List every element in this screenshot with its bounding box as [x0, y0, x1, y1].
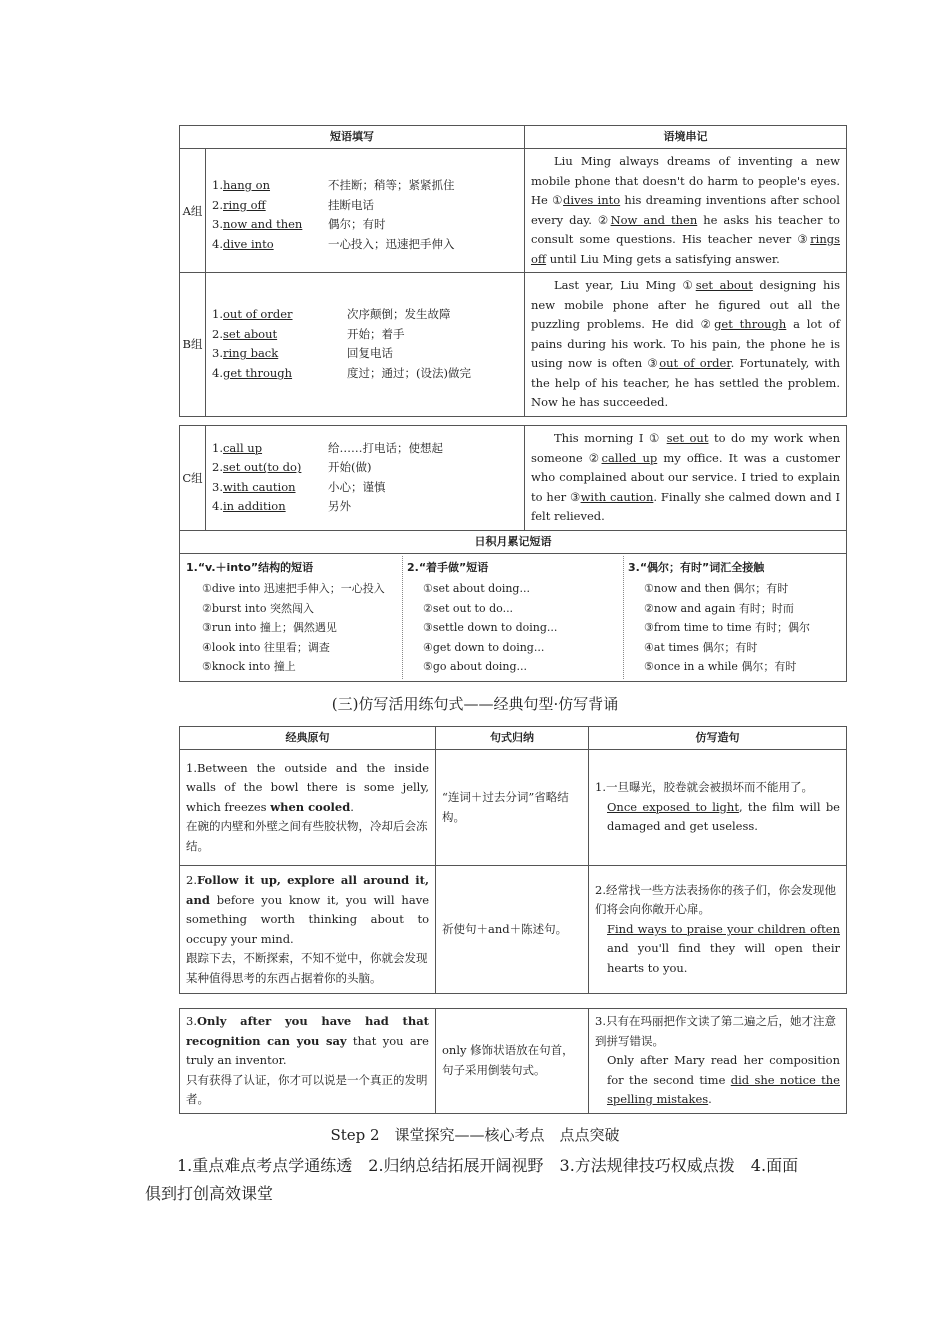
text-run: did she notice the spelling mistakes	[607, 1072, 840, 1106]
phrase-zh: 一心投入；迅速把手伸入	[328, 236, 455, 251]
phrase-en: 1.hang on	[212, 178, 271, 192]
a-phrase-1	[212, 176, 518, 196]
text-run: 2.	[186, 873, 197, 887]
c-phrase-1	[212, 439, 518, 459]
text-run: Find ways to praise your children often	[607, 921, 840, 936]
orig-sentence-3-zh: 只有获得了认证，你才可以说是一个真正的发明者。	[186, 1072, 428, 1106]
imitation-1	[589, 750, 847, 866]
daily-col-2	[402, 556, 623, 679]
orig-sentence-2-zh: 跟踪下去，不断探索，不知不觉中，你就会发现某种值得思考的东西占据着你的头脑。	[186, 951, 428, 985]
b-phrase-3	[212, 344, 518, 364]
b-phrase-4	[212, 364, 518, 384]
story-c	[525, 426, 847, 531]
phrase-zh: 不挂断；稍等；紧紧抓住	[328, 178, 455, 192]
sentence-table	[179, 726, 847, 994]
daily-item: ③run into 撞上；偶然遇见	[202, 621, 337, 634]
daily-col-title: 2.“着手做”短语	[407, 560, 489, 574]
daily-item: ④get down to doing...	[423, 640, 545, 654]
text-run: set about	[695, 278, 753, 292]
text-run: . Fortunately, with the help of his teacher, he has settled the problem. Now he has succeeded.	[531, 356, 841, 409]
group-label-b: B组	[180, 273, 206, 417]
phrase-table-ab	[179, 125, 847, 417]
text-run: and you'll find they will open their hearts to you.	[607, 941, 840, 975]
phrase-zh: 另外	[328, 499, 351, 514]
header-phrase-fill: 短语填写	[180, 126, 525, 149]
daily-item: ①now and then 偶尔；有时	[644, 582, 789, 595]
text-run: his dreaming inventions after school every day. ②	[531, 193, 840, 227]
phrase-en: 2.ring off	[212, 197, 266, 212]
phrase-en: 1.out of order	[212, 307, 293, 322]
phrase-zh: 度过；通过；(设法)做完	[347, 365, 471, 380]
text-run: .	[708, 1092, 712, 1106]
section-3-title: (三)仿写活用练句式——经典句型·仿写背诵	[331, 695, 619, 713]
imitation-3-zh: 3.只有在玛丽把作文读了第二遍之后，她才注意到拼写错误。	[595, 1014, 836, 1048]
step-2-body: 1.重点难点考点学通练透 2.归纳总结拓展开阔视野 3.方法规律技巧权威点拨 4.面面俱到打创高效课堂	[145, 1156, 799, 1203]
phrase-zh: 次序颠倒；发生故障	[347, 307, 451, 322]
b-phrase-1	[212, 305, 518, 325]
header-context-memo: 语境串记	[525, 126, 847, 149]
text-run: dives into	[563, 193, 621, 207]
phrase-zh: 小心；谨慎	[328, 479, 386, 494]
text-run: Only after you have had that recognition can you say	[186, 1014, 429, 1048]
orig-sentence-1	[180, 750, 436, 866]
imitation-1-zh: 1.一旦曝光，胶卷就会被损坏而不能用了。	[595, 780, 813, 795]
daily-col-3	[623, 556, 844, 679]
phrase-en: 3.now and then	[212, 217, 303, 231]
step-2-title: Step 2 课堂探究——核心考点 点点突破	[330, 1126, 620, 1144]
phrase-zh: 偶尔；有时	[328, 217, 386, 231]
daily-item: ④look into 往里看；调查	[202, 640, 330, 654]
text-run: called up	[601, 450, 658, 465]
text-run: with caution	[580, 489, 654, 504]
text-run: he asks his teacher to consult some questions. His teacher never ③	[531, 212, 840, 246]
text-run: get through	[714, 317, 787, 331]
phrase-zh: 回复电话	[347, 346, 393, 361]
daily-item: ①set about doing...	[423, 582, 530, 595]
text-run: 1.Between the outside and the inside walls of the bowl there is some jelly, which freezes	[186, 760, 429, 814]
phrase-en: 3.ring back	[212, 346, 279, 361]
daily-item: ④at times 偶尔；有时	[644, 640, 758, 654]
text-run: my office. It was a customer who complained about our service. I tried to explain to her ③	[531, 450, 840, 504]
phrase-en: 2.set about	[212, 326, 278, 341]
imitation-3	[589, 1009, 847, 1114]
text-run: set out	[666, 431, 709, 445]
imitation-2-zh: 2.经常找一些方法表扬你的孩子们，你会发现他们将会向你敞开心扉。	[595, 882, 836, 917]
a-phrase-4	[212, 235, 518, 255]
phrase-en: 2.set out(to do)	[212, 460, 302, 475]
daily-item: ⑤once in a while 偶尔；有时	[644, 660, 797, 673]
a-phrase-3	[212, 215, 518, 235]
a-phrase-2	[212, 196, 518, 216]
daily-item: ③settle down to doing...	[423, 621, 558, 634]
phrase-table-c	[179, 425, 847, 682]
c-phrase-2	[212, 458, 518, 478]
daily-item: ②set out to do...	[423, 601, 514, 615]
text-run: a lot of pains during his work. To his pain, the phone he is using now is often ③	[531, 317, 840, 370]
phrase-zh: 开始；着手	[347, 326, 405, 341]
daily-col-1	[182, 556, 402, 679]
text-run: , the film will be damaged and get useless.	[607, 799, 840, 834]
text-run: 3.	[186, 1014, 197, 1028]
header-pattern: 句式归纳	[436, 727, 589, 750]
daily-col-title: 1.“v.＋into”结构的短语	[186, 560, 314, 574]
text-run: Now and then	[610, 212, 698, 227]
text-run: This morning I ①	[554, 431, 667, 445]
text-run: Liu Ming always dreams of inventing a new mobile phone that doesn't do harm to people's eyes. He ①	[531, 154, 840, 207]
daily-accumulation-header: 日积月累记短语	[180, 530, 847, 553]
phrase-list-c	[206, 426, 525, 531]
text-run: before you know it, you will have something worth thinking about to occupy your mind.	[186, 892, 429, 946]
phrase-list-a	[206, 149, 525, 273]
orig-sentence-1-zh: 在碗的内壁和外壁之间有些胶状物，冷却后会冻结。	[186, 819, 428, 853]
header-imitation: 仿写造句	[589, 727, 847, 750]
pattern-1: “连词＋过去分词”省略结构。	[436, 750, 589, 866]
c-phrase-3	[212, 478, 518, 498]
phrase-en: 4.get through	[212, 365, 293, 380]
phrase-en: 4.dive into	[212, 236, 274, 251]
story-a	[525, 149, 847, 273]
header-classic-sentence: 经典原句	[180, 727, 436, 750]
daily-accumulation-body	[180, 553, 847, 681]
phrase-zh: 开始(做)	[328, 460, 372, 475]
text-run: until Liu Ming gets a satisfying answer.	[546, 251, 780, 266]
phrase-zh: 挂断电话	[328, 197, 374, 212]
sentence-table-2	[179, 1008, 847, 1114]
text-run: Last year, Liu Ming ①	[554, 278, 696, 292]
c-phrase-4	[212, 497, 518, 517]
phrase-en: 4.in addition	[212, 499, 286, 514]
orig-sentence-2	[180, 866, 436, 994]
text-run: rings off	[531, 232, 840, 266]
pattern-2: 祈使句＋and＋陈述句。	[436, 866, 589, 994]
text-run: .	[350, 799, 354, 814]
daily-item: ⑤knock into 撞上	[202, 660, 296, 673]
phrase-en: 1.call up	[212, 440, 263, 455]
text-run: designing his new mobile phone after he figured out all the puzzling problems. He did ②	[531, 278, 840, 331]
orig-sentence-3	[180, 1009, 436, 1114]
text-run: when cooled	[270, 799, 351, 814]
group-label-c: C组	[180, 426, 206, 531]
b-phrase-2	[212, 325, 518, 345]
group-label-a: A组	[180, 149, 206, 273]
daily-item: ⑤go about doing...	[423, 660, 528, 673]
text-run: to do my work when someone ②	[531, 431, 841, 465]
daily-item: ①dive into 迅速把手伸入；一心投入	[202, 582, 385, 595]
daily-item: ③from time to time 有时；偶尔	[644, 621, 811, 634]
phrase-en: 3.with caution	[212, 479, 296, 494]
phrase-list-b	[206, 273, 525, 417]
text-run: Follow it up, explore all around it, and	[186, 873, 429, 907]
text-run: . Finally she calmed down and I felt relieved.	[531, 489, 840, 523]
daily-col-title: 3.“偶尔；有时”词汇全接触	[628, 560, 765, 574]
daily-item: ②burst into 突然闯入	[202, 601, 314, 615]
text-run: out of order	[659, 356, 731, 370]
story-b	[525, 273, 847, 417]
phrase-zh: 给……打电话；使想起	[328, 440, 443, 455]
daily-item: ②now and again 有时；时而	[644, 601, 794, 615]
imitation-2	[589, 866, 847, 994]
text-run: that you are truly an inventor.	[186, 1033, 429, 1067]
pattern-3: only 修饰状语放在句首，句子采用倒装句式。	[436, 1009, 589, 1114]
text-run: Once exposed to light	[607, 799, 739, 814]
text-run: Only after Mary read her composition for the second time	[607, 1053, 840, 1087]
